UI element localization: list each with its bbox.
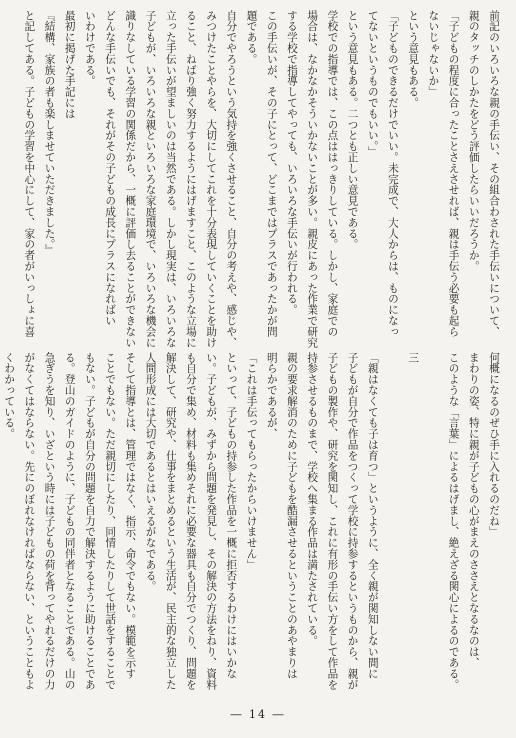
text-line: 三 (407, 352, 420, 363)
text-line: という意見もある。二つとも正しい意見である。 (346, 10, 359, 250)
text-line: てないというものでもいい。」 (366, 10, 379, 158)
text-line: 何概になるのぜひ手に入れるのだね」 (488, 352, 500, 538)
text-line: 子どもが自分で作品をつくって学校に持参するというものから、親が (346, 352, 359, 690)
text-line: いわけである。 (83, 10, 96, 87)
text-line: ことでもない。ただ親切にしたり、同情したりして世話をすることで (104, 352, 117, 690)
text-line: もない。子どもが自分の問題を自力で解決するように助けることであ (83, 352, 96, 690)
page-number: ― 14 ― (230, 708, 286, 721)
text-line: る。登山のガイドのように、子どもの同伴者となることである。山の (63, 352, 76, 690)
text-line: 明らかであるが、 (265, 352, 278, 440)
text-line: ないじゃないか」 (427, 10, 440, 98)
text-line (423, 352, 443, 690)
text-line: がなくてはならない。先にのぼれなければならない、ということもよ (23, 352, 36, 690)
text-line: 持参させるものまで、学校へ集まる作品は満たされている。 (306, 352, 319, 647)
text-line: といって、子どもの持参した作品を一概に拒否するわけにはいかな (225, 352, 238, 679)
text-line: い。子どもが、みずから問題を発見し、その解決の方法をねり、資料 (205, 352, 218, 690)
text-line: この手伝いが、その子にとって、どこまではプラスであったかが問 (265, 10, 278, 337)
text-line: 学校での指導では、この点ははっきりしている。しかし、家庭での (326, 10, 339, 337)
upper-text-block (19, 10, 504, 348)
text-line: 題である。 (245, 10, 258, 65)
text-line: 「これは手伝ってもらったからいけません」 (245, 352, 258, 570)
lower-text-block (0, 352, 504, 690)
text-line: 子どもの製作や、研究を関知し、これに有形の手伝い方をして作品を (326, 352, 339, 690)
text-line: 子どもが、いろいろな親といろいろな家庭環境で、いろいろな機会に (144, 10, 157, 348)
text-line: 『結構、家族の者も楽しませていただきました。』 (43, 10, 56, 256)
text-line: 解決して、研究や、仕事をまとめるという生活が、民主的な独立した (164, 352, 177, 690)
text-line: 前記のいろいろな親の手伝い、その組合わされた手伝いについて、 (488, 10, 500, 337)
text-line: まわりの姿、特に親が子どもの心がまえのささえとなるなのは、 (467, 352, 480, 669)
text-line: 親の要求解消のために子どもを酷漏させるということのあやまりは (285, 352, 298, 679)
text-line: も自分で集め、材料も集めそれに必要な器具も自分でつくり、問題を (184, 352, 197, 690)
text-line: 急ぎうを知り、いざという時には子どもの荷を背ってやれるだけの力 (43, 352, 56, 690)
text-line: する学校で指導してやっても、いろいろな手伝いが行われる。 (285, 10, 298, 316)
text-line: 親のタッチのしかたをどう評価したらいいだろうか。 (467, 10, 480, 272)
text-line: どんな手伝いでも、それがその子どもの成長にプラスになればい (104, 10, 117, 327)
text-line: 人間形成には大切であるとはいえるがなである。 (144, 352, 157, 592)
text-line: 「親はなくても子は育つ」というように、全く親が関知しない間に (366, 352, 379, 679)
text-line: そして指導とは、管理ではなく、指示、命令でもない。模範を示す (124, 352, 137, 679)
text-line (383, 352, 403, 690)
text-line: 最初に掲げた手記には (63, 10, 76, 119)
text-line: 「子どものできるだけでいい。未完成で、大人からは、ものになっ (386, 10, 399, 337)
text-line: 立った手伝いが望ましいのは当然である。しかし現実は、いろいろな (164, 10, 177, 348)
text-line: 識りなしている学習の関係だから、一概に評価し去ることができない (124, 10, 137, 348)
text-line: ること、ねばり強く努力するようにはげますこと、このような立場に (184, 10, 197, 348)
text-line: 場合は、なかなかそういかないことが多い。親皮にあった作業で研究 (306, 10, 319, 348)
text-line: くわかっている。 (3, 352, 16, 440)
text-line: 「子どもの程度に合ったことさえさせれば、親は手伝う必要も起ら (447, 10, 460, 337)
text-line: という意見もある。 (407, 10, 420, 109)
text-line: みつけたことやらを、大切にしてこれを十分表現していくことを助け (205, 10, 218, 348)
text-line: 自分でやろうという気持を強くさせること、自分の考えや、感じや、 (225, 10, 238, 348)
text-line: と記してある。子どもの学習を中心にして、家の者がいっしょに喜 (23, 10, 36, 337)
text-line: このような「言葉」によるはげまし、絶えざる関心によるのである。 (447, 352, 460, 690)
